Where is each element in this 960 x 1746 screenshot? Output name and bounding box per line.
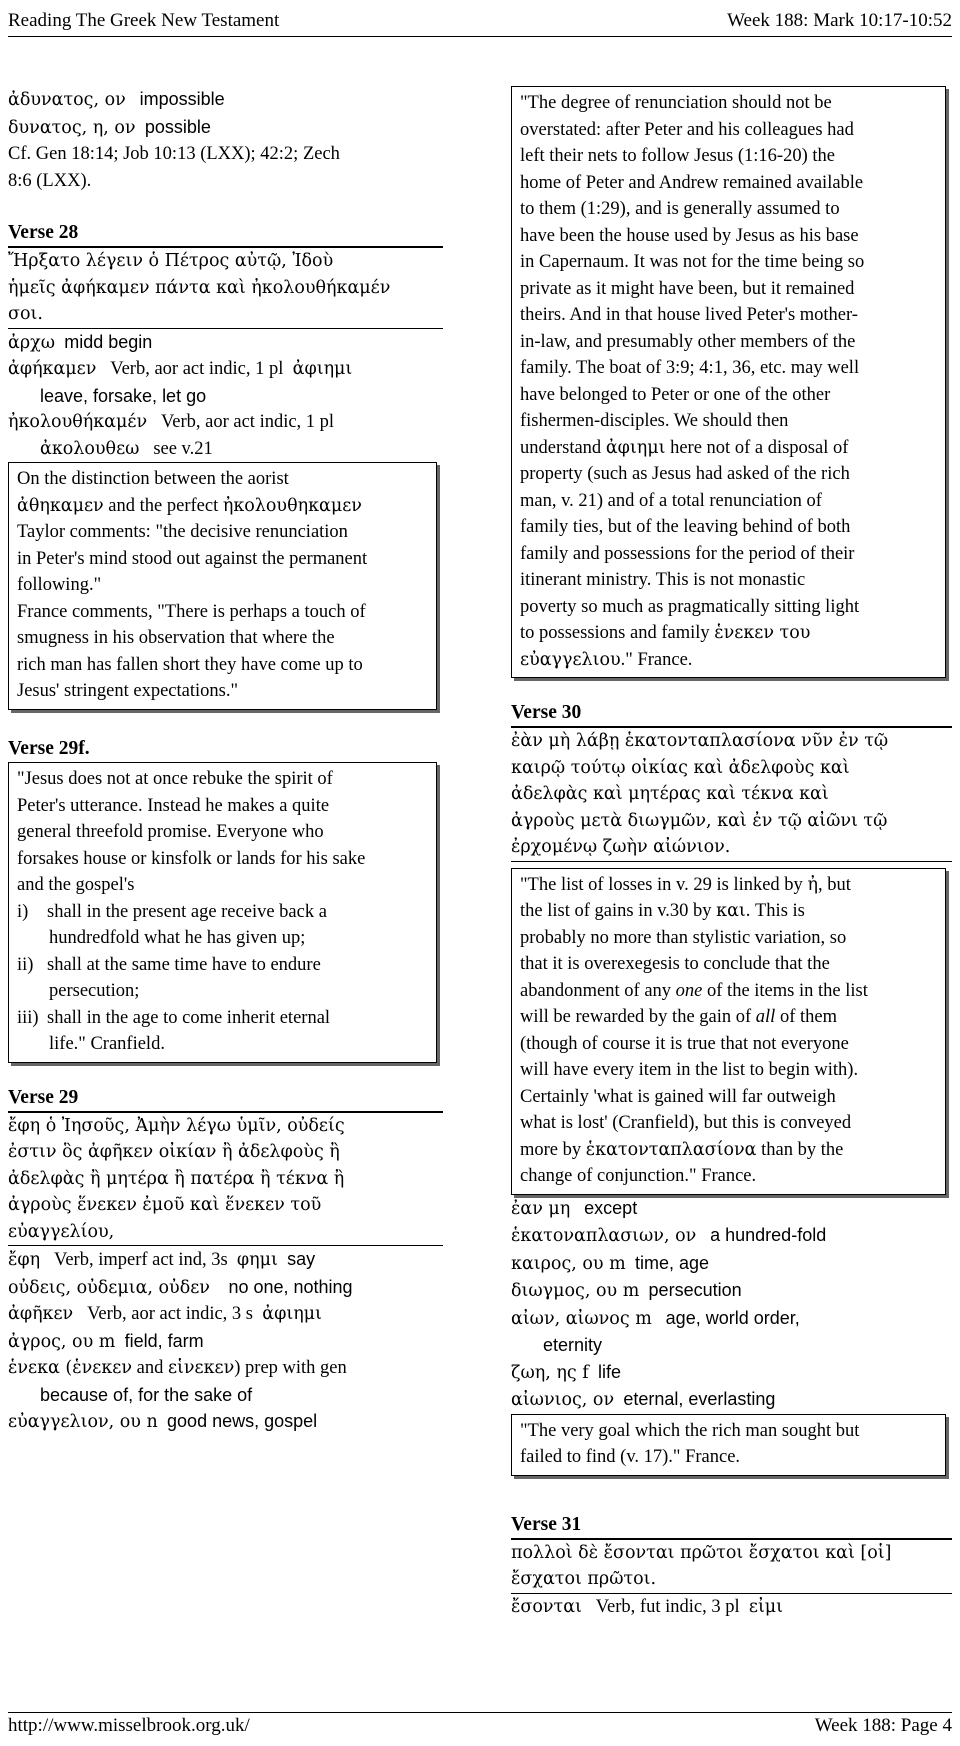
greek-text-line: ἀδελφὰς καὶ μητέρας καὶ τέκνα καὶ xyxy=(511,784,829,804)
verse-28-heading: Verse 28 xyxy=(8,220,443,248)
vocab-entry: ἀφῆκεν Verb, aor act indic, 3 s ἀφιημι xyxy=(8,1304,322,1324)
cross-reference: 8:6 (LXX). xyxy=(8,170,92,191)
commentary-box: "The degree of renunciation should not be overstated: after Peter and his colleagues had left their nets to follow Jesus (1:16-20) the home of Peter and Andrew remained available to them (1:29), and is generally assumed to have been the house used by Jesus as his base in Capernaum. It was not for the time being so private as it might have been, but it remained theirs. And in that house lived Peter's mother- in-law, and presumably other members of the family. The boat of 3:9; 4:1, 36, etc. may well have belonged to Peter or one of the other fishermen-disciples. We should then understand ἀφιημι here not of a disposal of property (such as Jesus had asked of the rich man, v. 21) and of a total renunciation of family ties, but of the leaving behind of both family and possessions for the period of their itinerant ministry. This is not monastic poverty so much as pragmatically sitting light to possessions and family ἑνεκεν του εὐαγγελιου." France. xyxy=(511,86,946,678)
greek-text-line: ἀγροὺς μετὰ διωγμῶν, καὶ ἐν τῷ αἰῶνι τῷ xyxy=(511,810,888,831)
greek-text-line: ἔσχατοι πρῶτοι. xyxy=(511,1566,952,1594)
page-footer xyxy=(8,1712,952,1739)
commentary-box: "The very goal which the rich man sought but failed to find (v. 17)." France. xyxy=(511,1414,946,1476)
page-number: Week 188: Page 4 xyxy=(814,1715,952,1736)
vocab-entry: διωγμος, ου m persecution xyxy=(511,1280,742,1301)
week-reference: Week 188: Mark 10:17-10:52 xyxy=(727,10,952,31)
document-title: Reading The Greek New Testament xyxy=(8,10,280,31)
commentary-box: On the distinction between the aorist ἀθηκαμεν and the perfect ἠκολουθηκαμεν Taylor comments: "the decisive renunciation in Peter's mind stood out against the permanent following." France comments, "There is perhaps a touch of smugness in his observation that where the rich man has fallen short they have come up to Jesus' stringent expectations." xyxy=(8,462,437,710)
left-column xyxy=(8,86,443,1436)
page-header xyxy=(8,6,952,37)
vocab-entry: ἀρχω midd begin xyxy=(8,331,153,353)
vocab-entry: οὐδεις, οὐδεμια, οὐδεν no one, nothing xyxy=(8,1276,353,1298)
greek-text-line: ἐστιν ὃς ἀφῆκεν οἰκίαν ἢ ἀδελφοὺς ἢ xyxy=(8,1142,340,1162)
commentary-box: "Jesus does not at once rebuke the spirit of Peter's utterance. Instead he makes a quite general threefold promise. Everyone who forsakes house or kinsfolk or lands for his sake and the gospel's i) shall in the present age receive back a hundredfold what he has given up; ii) shall at the same time have to endure persecution; iii) shall in the age to come inherit eternal life." Cranfield. xyxy=(8,762,437,1063)
site-link[interactable]: http://www.misselbrook.org.uk/ xyxy=(8,1715,250,1736)
vocab-entry: ἀκολουθεω see v.21 xyxy=(40,438,213,459)
vocab-entry: ἠκολουθήκαμέν Verb, aor act indic, 1 pl xyxy=(8,412,335,432)
cross-reference: Cf. Gen 18:14; Job 10:13 (LXX); 42:2; Zech xyxy=(8,144,340,164)
list-item: ii) shall at the same time have to endure xyxy=(17,954,321,975)
vocab-entry: δυνατος, η, ον possible xyxy=(8,116,211,138)
vocab-entry: αἰωνιος, ον eternal, everlasting xyxy=(511,1389,776,1410)
vocab-entry: αἰων, αἰωνος m age, world order, xyxy=(511,1307,800,1329)
greek-text-line: ἐρχομένῳ ζωὴν αἰώνιον. xyxy=(511,834,952,862)
greek-text-line: ἐὰν μὴ λάβῃ ἑκατονταπλασίονα νῦν ἐν τῷ xyxy=(511,731,889,751)
list-item: iii) shall in the age to come inherit eternal xyxy=(17,1007,331,1028)
vocab-entry: ἑκατοναπλασιων, ον a hundred-fold xyxy=(511,1225,827,1246)
vocab-entry: ζωη, ης f life xyxy=(511,1361,621,1383)
greek-text-line: πολλοὶ δὲ ἔσονται πρῶτοι ἔσχατοι καὶ [οἱ] xyxy=(511,1542,892,1563)
vocab-entry: ἔφη Verb, imperf act ind, 3s φημι say xyxy=(8,1249,316,1270)
verse-29-heading: Verse 29 xyxy=(8,1085,443,1113)
greek-text-line: ἔφη ὁ Ἰησοῦς, Ἀμὴν λέγω ὑμῖν, οὐδείς xyxy=(8,1115,345,1136)
vocab-gloss: leave, forsake, let go xyxy=(40,385,207,406)
verse-29f-heading: Verse 29f. xyxy=(8,737,90,759)
right-column xyxy=(511,86,952,1620)
greek-text-line: Ἤρξατο λέγειν ὁ Πέτρος αὐτῷ, Ἰδοὺ xyxy=(8,251,334,271)
vocab-entry: εὐαγγελιον, ου n good news, gospel xyxy=(8,1411,318,1432)
list-item: i) shall in the present age receive back a xyxy=(17,901,327,922)
vocab-gloss: eternity xyxy=(543,1335,603,1355)
greek-text-line: σοι. xyxy=(8,301,443,329)
greek-text-line: καιρῷ τούτῳ οἰκίας καὶ ἀδελφοὺς καὶ xyxy=(511,757,850,778)
vocab-entry: ἔσονται Verb, fut indic, 3 pl εἰμι xyxy=(511,1596,784,1617)
greek-text-line: εὐαγγελίου, xyxy=(8,1219,443,1247)
vocab-entry: ἑνεκα (ἑνεκεν and εἱνεκεν) prep with gen xyxy=(8,1358,347,1378)
greek-text-line: ἀγροὺς ἕνεκεν ἐμοῦ καὶ ἕνεκεν τοῦ xyxy=(8,1195,322,1215)
greek-text-line: ἀδελφὰς ἢ μητέρα ἢ πατέρα ἢ τέκνα ἢ xyxy=(8,1168,345,1189)
vocab-entry: ἀγρος, ου m field, farm xyxy=(8,1330,204,1352)
vocab-entry: ἀφήκαμεν Verb, aor act indic, 1 pl ἀφιημι xyxy=(8,359,353,379)
vocab-entry: ἐαν μη except xyxy=(511,1197,638,1219)
vocab-entry: καιρος, ου m time, age xyxy=(511,1252,709,1274)
verse-31-heading: Verse 31 xyxy=(511,1512,952,1540)
verse-30-heading: Verse 30 xyxy=(511,700,952,728)
vocab-gloss: because of, for the sake of xyxy=(40,1384,253,1405)
commentary-box: "The list of losses in v. 29 is linked by ἠ, but the list of gains in v.30 by και. This is probably no more than stylistic variation, so that it is overexegesis to conclude that the abandonment of any one of the items in the list will be rewarded by the gain of all of them (though of course it is true that not everyone will have every item in the list to begin with). Certainly 'what is gained will far outweigh what is lost' (Cranfield), but this is conveyed more by ἑκατονταπλασίονα than by the change of conjunction." France. xyxy=(511,868,946,1195)
vocab-entry: ἀδυνατος, ον impossible xyxy=(8,89,225,110)
greek-text-line: ἡμεῖς ἀφήκαμεν πάντα καὶ ἠκολουθήκαμέν xyxy=(8,277,391,298)
